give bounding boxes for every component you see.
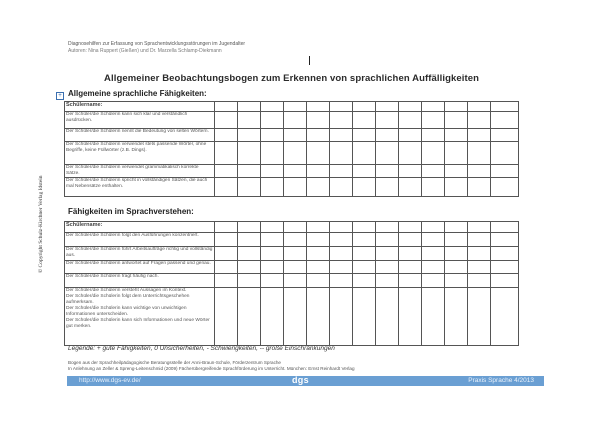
rating-cell[interactable] <box>353 129 376 142</box>
footer-url-link[interactable]: http://www.dgs-ev.de/ <box>79 377 141 384</box>
footer-bar <box>67 376 544 386</box>
rating-cell[interactable] <box>399 112 422 129</box>
rating-cell[interactable] <box>261 261 284 274</box>
rating-cell[interactable] <box>238 288 261 346</box>
rating-cell[interactable] <box>330 274 353 288</box>
rating-cell[interactable] <box>468 274 491 288</box>
rating-cell[interactable] <box>399 288 422 346</box>
rating-cell[interactable] <box>330 233 353 247</box>
rating-cell[interactable] <box>399 102 422 112</box>
rating-cell[interactable] <box>376 233 399 247</box>
rating-cell[interactable] <box>491 261 519 274</box>
criterion-cell: Der Schüler/die Schülerin nennt die Bedeutung von selten Wörtern. <box>65 129 215 142</box>
rating-cell[interactable] <box>215 112 238 129</box>
rating-cell[interactable] <box>376 261 399 274</box>
rating-cell[interactable] <box>445 129 468 142</box>
rating-cell[interactable] <box>215 288 238 346</box>
rating-cell[interactable] <box>422 129 445 142</box>
table-row <box>65 165 519 178</box>
rating-cell[interactable] <box>307 261 330 274</box>
rating-cell[interactable] <box>307 288 330 346</box>
rating-cell[interactable] <box>422 178 445 197</box>
rating-cell[interactable] <box>445 247 468 261</box>
rating-cell[interactable] <box>491 112 519 129</box>
rating-cell[interactable] <box>353 102 376 112</box>
rating-cell[interactable] <box>445 274 468 288</box>
rating-cell[interactable] <box>376 142 399 165</box>
rating-cell[interactable] <box>215 178 238 197</box>
rating-cell[interactable] <box>491 288 519 346</box>
rating-cell[interactable] <box>376 129 399 142</box>
rating-cell[interactable] <box>284 274 307 288</box>
copyright-vertical: © Copyright Schulz-Kirchner Verlag Idstein <box>38 175 44 273</box>
rating-cell[interactable] <box>422 233 445 247</box>
rating-cell[interactable] <box>353 178 376 197</box>
rating-cell[interactable] <box>261 129 284 142</box>
source-line-2: In Anlehnung an Zeller & Spreng-Leitenschmid (2009) Fächerübergreifende Sprachförderung im Unterricht. München: Ernst Reinhardt Verlag <box>68 366 355 371</box>
rating-cell[interactable] <box>261 288 284 346</box>
section-2-title: Fähigkeiten im Sprachverstehen: <box>68 207 194 216</box>
rating-cell[interactable] <box>353 233 376 247</box>
section-1-title: Allgemeine sprachliche Fähigkeiten: <box>68 89 207 98</box>
rating-cell[interactable] <box>376 165 399 178</box>
rating-cell[interactable] <box>376 102 399 112</box>
rating-cell[interactable] <box>468 112 491 129</box>
footer-issue: Praxis Sprache 4/2013 <box>468 377 534 384</box>
rating-cell[interactable] <box>399 233 422 247</box>
rating-cell[interactable] <box>491 233 519 247</box>
document-title: Allgemeiner Beobachtungsbogen zum Erkennen von sprachlichen Auffälligkeiten <box>104 73 480 84</box>
rating-cell[interactable] <box>468 261 491 274</box>
table-header-row <box>65 102 519 112</box>
rating-cell[interactable] <box>491 247 519 261</box>
rating-cell[interactable] <box>238 274 261 288</box>
rating-cell[interactable] <box>261 247 284 261</box>
rating-cell[interactable] <box>491 178 519 197</box>
rating-cell[interactable] <box>284 178 307 197</box>
rating-cell[interactable] <box>491 274 519 288</box>
criterion-cell: Der Schüler/die Schülerin verwendet grammatikalisch korrekte Sätze. <box>65 165 215 178</box>
legend: Legende: + gute Fähigkeiten, 0 Unsicherheiten, - Schwierigkeiten, -- große Einschränkungen <box>68 345 335 352</box>
rating-cell[interactable] <box>468 178 491 197</box>
rating-cell[interactable] <box>215 222 238 233</box>
table-move-handle-icon[interactable]: + <box>56 92 64 100</box>
rating-cell[interactable] <box>422 274 445 288</box>
rating-cell[interactable] <box>445 288 468 346</box>
rating-cell[interactable] <box>445 165 468 178</box>
rating-cell[interactable] <box>330 288 353 346</box>
rating-cell[interactable] <box>261 274 284 288</box>
table-header-row <box>65 222 519 233</box>
rating-cell[interactable] <box>399 142 422 165</box>
rating-cell[interactable] <box>215 142 238 165</box>
header-line-1: Diagnosehilfen zur Erfassung von Sprachentwicklungsstörungen im Jugendalter <box>68 41 246 47</box>
rating-cell[interactable] <box>468 165 491 178</box>
criterion-cell: Der Schüler/die Schülerin verwendet stets passende Wörter, ohne Begriffe, keine Füllwörter (z.B. Dings). <box>65 142 215 165</box>
rating-cell[interactable] <box>330 178 353 197</box>
rating-cell[interactable] <box>330 222 353 233</box>
rating-cell[interactable] <box>307 178 330 197</box>
text-cursor <box>309 56 310 65</box>
rating-cell[interactable] <box>307 274 330 288</box>
rating-cell[interactable] <box>261 165 284 178</box>
rating-cell[interactable] <box>468 129 491 142</box>
rating-cell[interactable] <box>468 222 491 233</box>
rating-cell[interactable] <box>238 233 261 247</box>
rating-cell[interactable] <box>422 288 445 346</box>
rating-cell[interactable] <box>307 112 330 129</box>
rating-cell[interactable] <box>307 102 330 112</box>
rating-cell[interactable] <box>445 233 468 247</box>
rating-cell[interactable] <box>261 142 284 165</box>
rating-cell[interactable] <box>399 165 422 178</box>
rating-cell[interactable] <box>353 112 376 129</box>
rating-cell[interactable] <box>422 165 445 178</box>
rating-cell[interactable] <box>307 222 330 233</box>
student-name-header: Schülername: <box>65 102 215 112</box>
table-row <box>65 247 519 261</box>
rating-cell[interactable] <box>261 222 284 233</box>
criterion-cell: Der Schüler/die Schülerin kann sich klar und verständlich ausdrücken. <box>65 112 215 129</box>
source-line-1: Bogen aus der Sprachheilpädagogische Beratungsstelle der Anni-Braun-Schule, Förderzentrum Sprache <box>68 360 281 365</box>
rating-cell[interactable] <box>353 165 376 178</box>
rating-cell[interactable] <box>330 165 353 178</box>
criterion-cell: Der Schüler/die Schülerin spricht in vollständigen Sätzen, die auch mal Nebensätze enthalten. <box>65 178 215 197</box>
rating-cell[interactable] <box>376 222 399 233</box>
rating-cell[interactable] <box>376 274 399 288</box>
rating-cell[interactable] <box>445 178 468 197</box>
rating-cell[interactable] <box>284 288 307 346</box>
rating-cell[interactable] <box>307 233 330 247</box>
table-row <box>65 261 519 274</box>
rating-cell[interactable] <box>422 222 445 233</box>
rating-cell[interactable] <box>238 178 261 197</box>
rating-cell[interactable] <box>284 112 307 129</box>
rating-cell[interactable] <box>491 165 519 178</box>
rating-cell[interactable] <box>238 112 261 129</box>
observation-table-1 <box>64 101 519 197</box>
rating-cell[interactable] <box>399 247 422 261</box>
rating-cell[interactable] <box>353 261 376 274</box>
rating-cell[interactable] <box>284 247 307 261</box>
rating-cell[interactable] <box>399 261 422 274</box>
rating-cell[interactable] <box>307 142 330 165</box>
rating-cell[interactable] <box>215 129 238 142</box>
dgs-logo: dgs <box>292 375 309 385</box>
rating-cell[interactable] <box>491 142 519 165</box>
rating-cell[interactable] <box>422 102 445 112</box>
rating-cell[interactable] <box>376 288 399 346</box>
rating-cell[interactable] <box>215 247 238 261</box>
rating-cell[interactable] <box>445 261 468 274</box>
rating-cell[interactable] <box>353 142 376 165</box>
rating-cell[interactable] <box>422 247 445 261</box>
rating-cell[interactable] <box>330 261 353 274</box>
rating-cell[interactable] <box>399 274 422 288</box>
rating-cell[interactable] <box>376 178 399 197</box>
rating-cell[interactable] <box>238 142 261 165</box>
rating-cell[interactable] <box>445 142 468 165</box>
rating-cell[interactable] <box>353 288 376 346</box>
rating-cell[interactable] <box>491 102 519 112</box>
rating-cell[interactable] <box>468 247 491 261</box>
criterion-cell: Der Schüler/die Schülerin versteht Aussagen im Kontext. Der Schüler/die Schülerin folgt dem Unterrichtsgeschehen aufmerksam. Der Schüler/die Schülerin kann wichtige von unwichtigen Informationen unterscheiden. Der Schüler/die Schülerin kann sich Informationen und neue Wörter gut merken. <box>65 288 215 346</box>
criterion-cell: Der Schüler/die Schülerin führt Arbeitsaufträge richtig und vollständig aus. <box>65 247 215 261</box>
rating-cell[interactable] <box>238 165 261 178</box>
rating-cell[interactable] <box>330 247 353 261</box>
rating-cell[interactable] <box>399 178 422 197</box>
rating-cell[interactable] <box>330 129 353 142</box>
rating-cell[interactable] <box>307 129 330 142</box>
rating-cell[interactable] <box>399 129 422 142</box>
rating-cell[interactable] <box>238 261 261 274</box>
header-line-2: Autoren: Nina Ruppert (Gießen) und Dr. Marzella Schlamp-Diekmann <box>68 48 222 54</box>
rating-cell[interactable] <box>284 233 307 247</box>
rating-cell[interactable] <box>307 165 330 178</box>
observation-table-2 <box>64 221 519 346</box>
rating-cell[interactable] <box>330 142 353 165</box>
rating-cell[interactable] <box>261 112 284 129</box>
rating-cell[interactable] <box>376 112 399 129</box>
rating-cell[interactable] <box>284 261 307 274</box>
rating-cell[interactable] <box>468 142 491 165</box>
rating-cell[interactable] <box>215 165 238 178</box>
criterion-cell: Der Schüler/die Schülerin folgt den Ausführungen konzentriert. <box>65 233 215 247</box>
rating-cell[interactable] <box>468 233 491 247</box>
rating-cell[interactable] <box>215 274 238 288</box>
table-row <box>65 112 519 129</box>
rating-cell[interactable] <box>353 247 376 261</box>
rating-cell[interactable] <box>215 261 238 274</box>
criterion-cell: Der Schüler/die Schülerin fragt häufig nach. <box>65 274 215 288</box>
rating-cell[interactable] <box>445 102 468 112</box>
rating-cell[interactable] <box>284 102 307 112</box>
rating-cell[interactable] <box>422 142 445 165</box>
table-row <box>65 274 519 288</box>
rating-cell[interactable] <box>238 247 261 261</box>
table-row <box>65 288 519 346</box>
rating-cell[interactable] <box>284 129 307 142</box>
rating-cell[interactable] <box>238 129 261 142</box>
rating-cell[interactable] <box>238 222 261 233</box>
rating-cell[interactable] <box>261 102 284 112</box>
rating-cell[interactable] <box>284 142 307 165</box>
rating-cell[interactable] <box>445 112 468 129</box>
rating-cell[interactable] <box>491 222 519 233</box>
rating-cell[interactable] <box>284 222 307 233</box>
rating-cell[interactable] <box>215 102 238 112</box>
table-row <box>65 178 519 197</box>
rating-cell[interactable] <box>353 222 376 233</box>
table-row <box>65 142 519 165</box>
rating-cell[interactable] <box>284 165 307 178</box>
table-row <box>65 233 519 247</box>
rating-cell[interactable] <box>399 222 422 233</box>
rating-cell[interactable] <box>261 178 284 197</box>
student-name-header: Schülername: <box>65 222 215 233</box>
rating-cell[interactable] <box>261 233 284 247</box>
rating-cell[interactable] <box>376 247 399 261</box>
table-row <box>65 129 519 142</box>
rating-cell[interactable] <box>238 102 261 112</box>
rating-cell[interactable] <box>307 247 330 261</box>
rating-cell[interactable] <box>468 102 491 112</box>
rating-cell[interactable] <box>330 112 353 129</box>
rating-cell[interactable] <box>468 288 491 346</box>
rating-cell[interactable] <box>491 129 519 142</box>
rating-cell[interactable] <box>445 222 468 233</box>
rating-cell[interactable] <box>215 233 238 247</box>
rating-cell[interactable] <box>330 102 353 112</box>
rating-cell[interactable] <box>422 112 445 129</box>
criterion-cell: Der Schüler/die Schülerin antwortet auf Fragen passend und genau. <box>65 261 215 274</box>
rating-cell[interactable] <box>353 274 376 288</box>
rating-cell[interactable] <box>422 261 445 274</box>
